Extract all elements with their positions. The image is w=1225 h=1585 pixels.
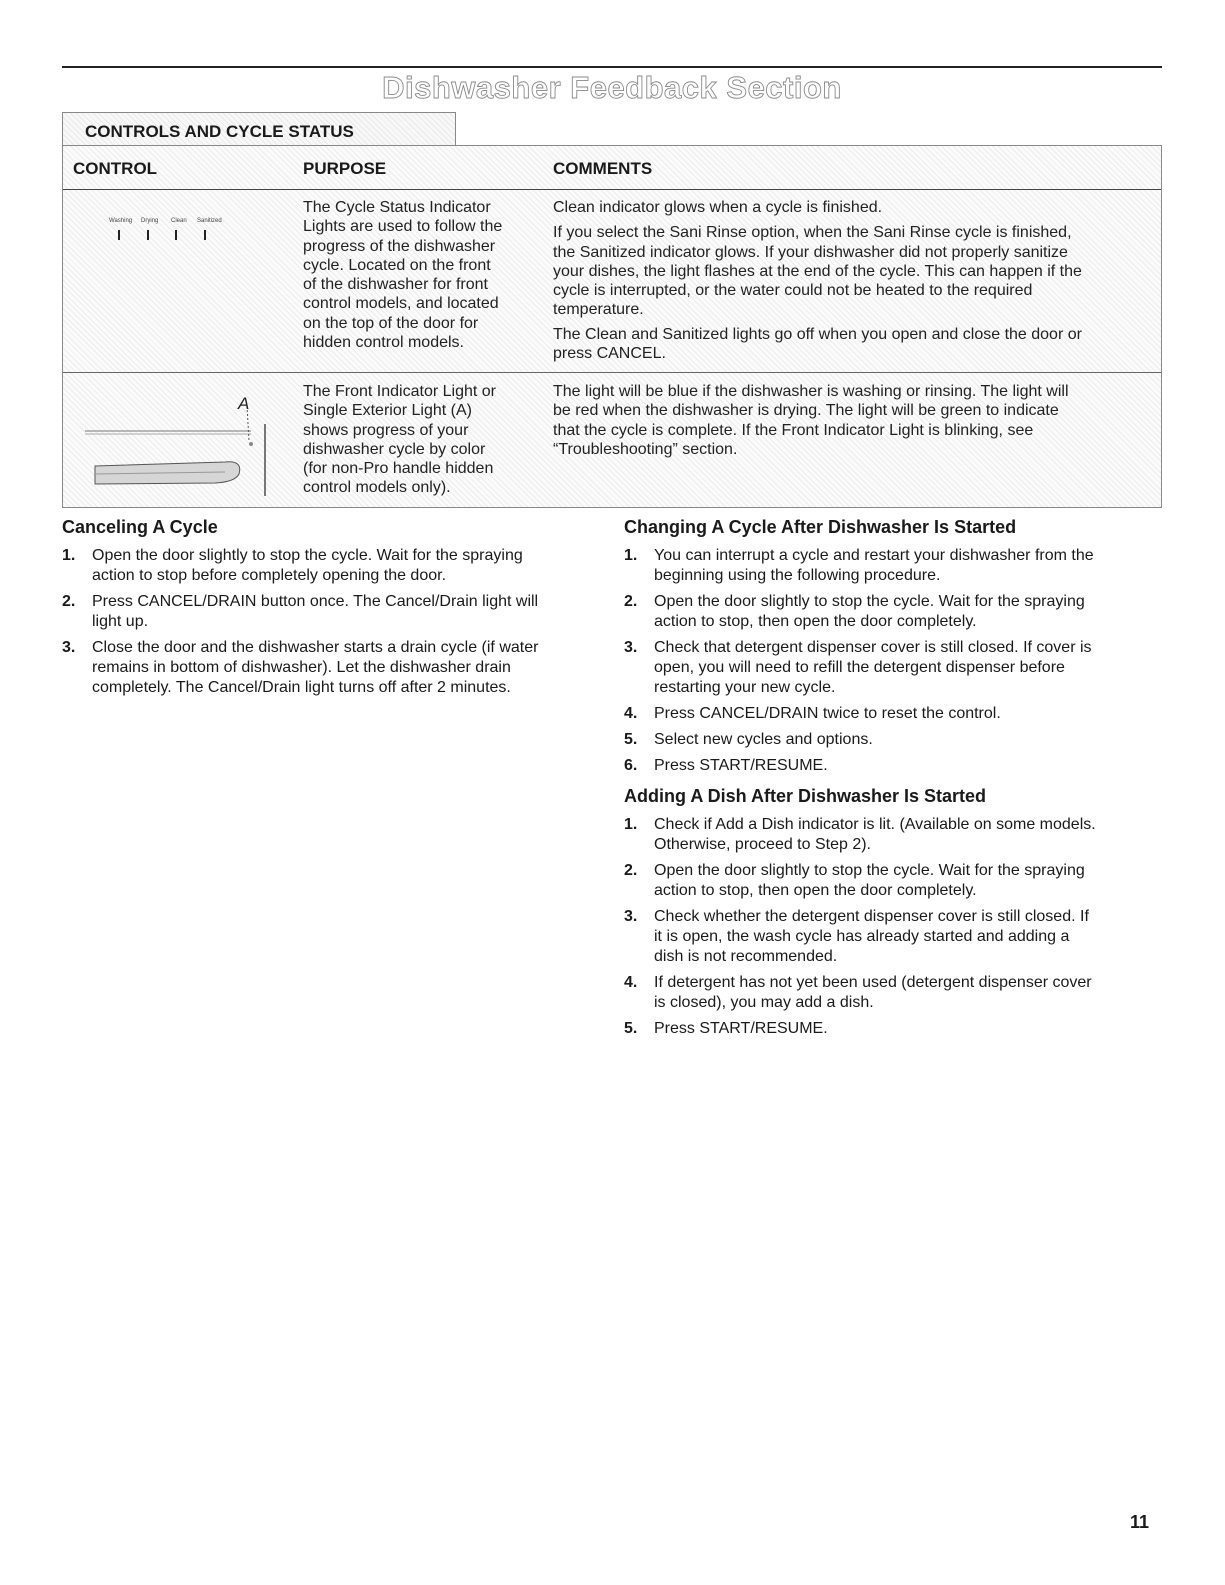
row1-purpose-line: hidden control models. bbox=[303, 334, 464, 352]
indicator-label-drying: Drying bbox=[141, 218, 159, 224]
changing-heading: Changing A Cycle After Dishwasher Is Started bbox=[624, 517, 1017, 537]
changing-steps bbox=[624, 546, 1154, 782]
row1-comment-line: Clean indicator glows when a cycle is finished. bbox=[553, 199, 883, 216]
list-item: 1. You can interrupt a cycle and restart your dishwasher from the beginning using the following procedure. bbox=[624, 547, 1094, 584]
column-control: CONTROL bbox=[73, 159, 158, 178]
section-title: Dishwasher Feedback Section bbox=[382, 70, 842, 105]
row1-comment-line: press CANCEL. bbox=[553, 345, 666, 363]
indicator-label-sanitized: Sanitized bbox=[197, 218, 222, 224]
row1-purpose-line: of the dishwasher for front bbox=[303, 276, 488, 294]
row1-comment-line: the Sanitized indicator glows. If your dishwasher did not properly sanitize bbox=[553, 243, 1068, 261]
row-divider bbox=[63, 372, 1161, 373]
row1-comment-line: temperature. bbox=[553, 301, 644, 319]
row1-purpose-line: progress of the dishwasher bbox=[303, 237, 496, 255]
indicator-label-clean: Clean bbox=[171, 218, 187, 224]
canceling-heading: Canceling A Cycle bbox=[62, 517, 218, 537]
indicator-label-washing: Washing bbox=[109, 218, 133, 224]
row1-purpose bbox=[303, 198, 502, 352]
row2-purpose-line: shows progress of your bbox=[303, 421, 469, 439]
table-tab-label: CONTROLS AND CYCLE STATUS bbox=[62, 112, 456, 146]
adding-steps bbox=[624, 815, 1154, 1045]
row2-comment-line: be red when the dishwasher is drying. The light will be green to indicate bbox=[553, 402, 1059, 420]
adding-heading: Adding A Dish After Dishwasher Is Started bbox=[624, 786, 987, 806]
row2-comment-line: “Troubleshooting” section. bbox=[553, 440, 738, 458]
canceling-steps bbox=[62, 546, 592, 704]
row1-purpose-line: The Cycle Status Indicator bbox=[303, 199, 491, 216]
row2-comment-line: The light will be blue if the dishwasher is washing or rinsing. The light will bbox=[553, 383, 1069, 400]
row2-purpose-line: The Front Indicator Light or bbox=[303, 383, 496, 400]
row2-purpose-line: dishwasher cycle by color bbox=[303, 440, 486, 458]
row2-purpose-line: Single Exterior Light (A) bbox=[303, 402, 472, 420]
row2-purpose-line: control models only). bbox=[303, 479, 451, 497]
list-item: 3. Check whether the detergent dispenser cover is still closed. If it is open, the wash cycle has already started and adding a dish is not recommended. bbox=[624, 908, 1089, 965]
diagram-label-a: A bbox=[238, 394, 250, 413]
list-item: 3. Check that detergent dispenser cover is still closed. If cover is open, you will need to refill the detergent dispenser before restarting your new cycle. bbox=[624, 639, 1092, 696]
list-item: 2. Press CANCEL/DRAIN button once. The Cancel/Drain light will light up. bbox=[62, 593, 539, 630]
table-header bbox=[63, 146, 1161, 190]
list-item: 4. If detergent has not yet been used (detergent dispenser cover is closed), you may add a dish. bbox=[624, 974, 1092, 1011]
list-item: 4. Press CANCEL/DRAIN twice to reset the control. bbox=[624, 705, 1001, 722]
row2-purpose-line: (for non-Pro handle hidden bbox=[303, 460, 494, 478]
row1-comment-line: your dishes, the light flashes at the end of the cycle. This can happen if the bbox=[553, 262, 1082, 280]
list-item: 1. Open the door slightly to stop the cycle. Wait for the spraying action to stop before completely opening the door. bbox=[62, 547, 523, 584]
list-item: 2. Open the door slightly to stop the cycle. Wait for the spraying action to stop, then open the door completely. bbox=[624, 862, 1085, 899]
column-purpose: PURPOSE bbox=[303, 159, 387, 178]
indicator-light-icon bbox=[204, 230, 206, 240]
row2-comments bbox=[553, 382, 1069, 459]
list-item: 5. Press START/RESUME. bbox=[624, 1020, 828, 1037]
page-number: 11 bbox=[1130, 1512, 1150, 1532]
list-item: 6. Press START/RESUME. bbox=[624, 757, 828, 774]
row1-comment-line: If you select the Sani Rinse option, when the Sani Rinse cycle is finished, bbox=[553, 224, 1072, 242]
list-item: 5. Select new cycles and options. bbox=[624, 731, 873, 748]
row2-comment-line: that the cycle is complete. If the Front Indicator Light is blinking, see bbox=[553, 421, 1034, 439]
row1-comments bbox=[553, 198, 1082, 363]
indicator-light-icon bbox=[118, 230, 120, 240]
row1-purpose-line: Lights are used to follow the bbox=[303, 218, 503, 236]
row2-purpose bbox=[303, 382, 496, 498]
row1-purpose-line: cycle. Located on the front bbox=[303, 256, 491, 274]
column-comments: COMMENTS bbox=[553, 159, 653, 178]
row1-purpose-line: control models, and located bbox=[303, 295, 499, 313]
list-item: 3. Close the door and the dishwasher starts a drain cycle (if water remains in bottom of dishwasher). Let the dishwasher drain completely. The Cancel/Drain light turns off after 2 minutes. bbox=[62, 639, 539, 696]
indicator-light-icon bbox=[147, 230, 149, 240]
list-item: 2. Open the door slightly to stop the cycle. Wait for the spraying action to stop, then open the door completely. bbox=[624, 593, 1085, 630]
indicator-light-icon bbox=[175, 230, 177, 240]
row1-purpose-line: on the top of the door for bbox=[303, 314, 479, 332]
row1-comment-line: The Clean and Sanitized lights go off when you open and close the door or bbox=[553, 325, 1082, 343]
row1-comment-line: cycle is interrupted, or the water could not be heated to the required bbox=[553, 282, 1033, 300]
top-rule bbox=[62, 66, 1162, 68]
list-item: 1. Check if Add a Dish indicator is lit. (Available on some models. Otherwise, proceed to Step 2). bbox=[624, 816, 1096, 853]
controls-table bbox=[62, 145, 1162, 508]
